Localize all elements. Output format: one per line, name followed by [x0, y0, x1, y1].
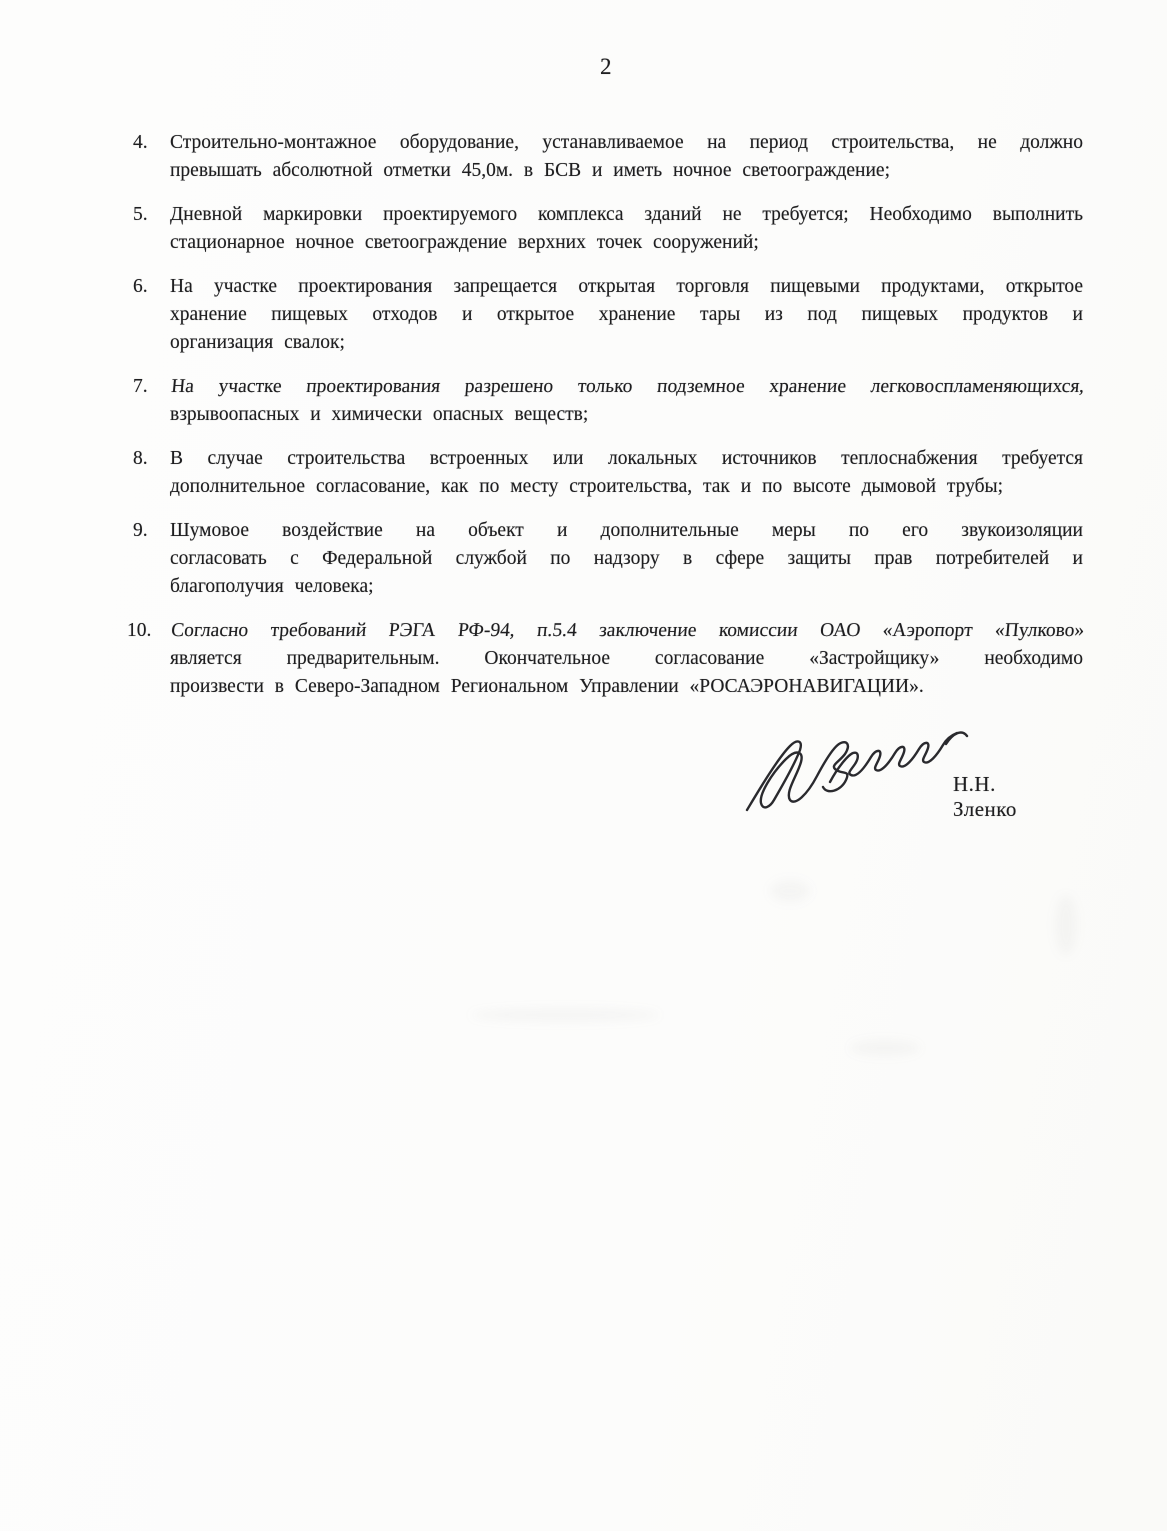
list-item-line: хранение пищевых отходов и открытое хранение тары из под пищевых продуктов и: [170, 304, 1083, 325]
list-item-line: Дневной маркировки проектируемого комплекса зданий не требуется; Необходимо выполнить: [170, 204, 1083, 225]
list-item: [127, 373, 1086, 429]
list-item-lines: [170, 445, 1083, 501]
list-item-line: На участке проектирования разрешено только подземное хранение легковоспламеняющихся,: [170, 376, 1086, 397]
list-item-line: На участке проектирования запрещается открытая торговля пищевыми продуктами, открытое: [170, 276, 1083, 297]
scan-smudge: [850, 1040, 920, 1056]
list-item-lines: [170, 273, 1083, 357]
list-item-line: превышать абсолютной отметки 45,0м. в БСВ и иметь ночное светоограждение;: [170, 160, 890, 181]
list-item-line: произвести в Северо-Западном Региональном Управлении «РОСАЭРОНАВИГАЦИИ».: [170, 676, 924, 697]
list-item-lines: [170, 373, 1086, 429]
list-item-line: согласовать с Федеральной службой по надзору в сфере защиты прав потребителей и: [170, 548, 1083, 569]
list-item-lines: [170, 517, 1083, 601]
signature-scribble: [733, 710, 975, 822]
list-item-number: 7.: [133, 376, 148, 397]
list-item-line: взрывоопасных и химически опасных веществ;: [170, 404, 589, 425]
list-item-line: дополнительное согласование, как по месту строительства, так и по высоте дымовой трубы;: [170, 476, 1004, 497]
list-item-number: 10.: [127, 620, 152, 641]
list-item-line: организация свалок;: [170, 332, 345, 353]
list-item-number: 8.: [133, 448, 148, 469]
list-item-line: стационарное ночное светоограждение верхних точек сооружений;: [170, 232, 759, 253]
list-item-line: В случае строительства встроенных или локальных источников теплоснабжения требуется: [170, 448, 1083, 469]
list-item: [127, 201, 1083, 257]
page-number: 2: [600, 54, 612, 79]
list-item-lines: [170, 617, 1086, 701]
list-item-lines: [170, 201, 1083, 257]
scan-smudge: [770, 880, 810, 902]
list-item-line: благополучия человека;: [170, 576, 374, 597]
list-item-number: 9.: [133, 520, 148, 541]
list-item-number: 4.: [133, 132, 148, 153]
list-item: [127, 273, 1083, 357]
list-item-line: является предварительным. Окончательное согласование «Застройщику» необходимо: [170, 648, 1083, 669]
list-item-number: 6.: [133, 276, 148, 297]
list-item: [127, 617, 1086, 701]
list-item: [127, 445, 1083, 501]
list-item-line: Строительно-монтажное оборудование, устанавливаемое на период строительства, не должно: [170, 132, 1083, 153]
list-item: [127, 517, 1083, 601]
list-item-line: Шумовое воздействие на объект и дополнительные меры по его звукоизоляции: [170, 520, 1083, 541]
signatory-name: Н.Н. Зленко: [953, 772, 1017, 821]
list-item-line: Согласно требований РЭГА РФ-94, п.5.4 заключение комиссии ОАО «Аэропорт «Пулково»: [170, 620, 1086, 641]
list-item: [127, 129, 1083, 185]
scan-smudge: [1055, 895, 1077, 955]
numbered-list: [127, 129, 1086, 717]
list-item-number: 5.: [133, 204, 148, 225]
scan-smudge: [470, 1008, 660, 1022]
list-item-lines: [170, 129, 1083, 185]
